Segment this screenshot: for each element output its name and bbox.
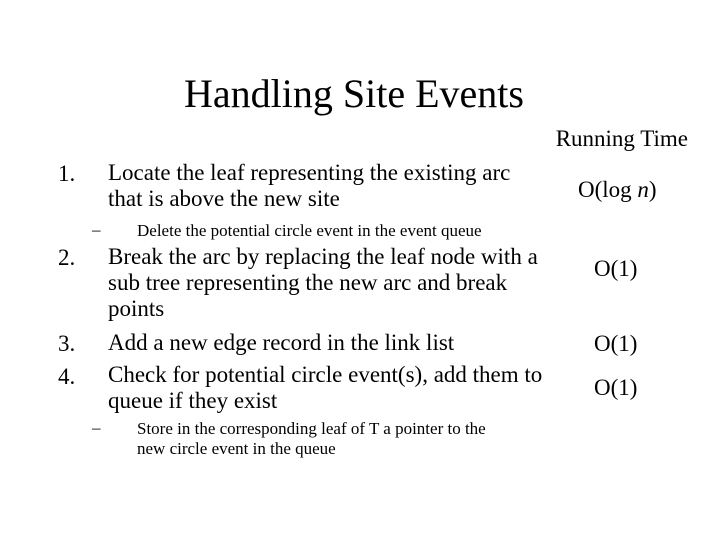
item-1-line-2: that is above the new site bbox=[108, 186, 340, 211]
item-4-sub-dash: – bbox=[92, 418, 101, 437]
item-4-running-time: O(1) bbox=[594, 375, 638, 400]
slide-title bbox=[0, 70, 720, 117]
item-3-line-1: Add a new edge record in the link list bbox=[108, 330, 455, 355]
slide-title-text: Handling Site Events bbox=[184, 71, 524, 116]
item-1-line-1: Locate the leaf representing the existing arc bbox=[108, 160, 511, 185]
item-2-line-3: points bbox=[108, 296, 165, 321]
item-2-line-1: Break the arc by replacing the leaf node with a bbox=[108, 244, 538, 269]
running-time-header: Running Time bbox=[555, 126, 688, 151]
item-1-sub-line-1: Delete the potential circle event in the event queue bbox=[137, 221, 482, 240]
item-1-running-time-var: n bbox=[637, 177, 649, 202]
item-4-sub-line-2: new circle event in the queue bbox=[137, 439, 336, 458]
item-2-line-2: sub tree representing the new arc and break bbox=[108, 270, 508, 295]
item-2-running-time: O(1) bbox=[594, 256, 638, 281]
item-3-number: 3. bbox=[58, 331, 76, 356]
item-1-running-time-suffix: ) bbox=[648, 177, 657, 202]
item-4-number: 4. bbox=[58, 364, 76, 389]
item-4-line-1: Check for potential circle event(s), add them to bbox=[108, 362, 543, 387]
item-1-running-time bbox=[578, 177, 657, 203]
item-1-sub-dash: – bbox=[92, 220, 101, 239]
item-1-running-time-prefix: O(log bbox=[578, 177, 638, 202]
item-1-number: 1. bbox=[58, 161, 76, 186]
item-2-number: 2. bbox=[58, 245, 76, 270]
item-3-running-time: O(1) bbox=[594, 331, 638, 356]
item-4-sub-line-1: Store in the corresponding leaf of T a pointer to the bbox=[137, 419, 486, 438]
item-4-line-2: queue if they exist bbox=[108, 388, 278, 413]
